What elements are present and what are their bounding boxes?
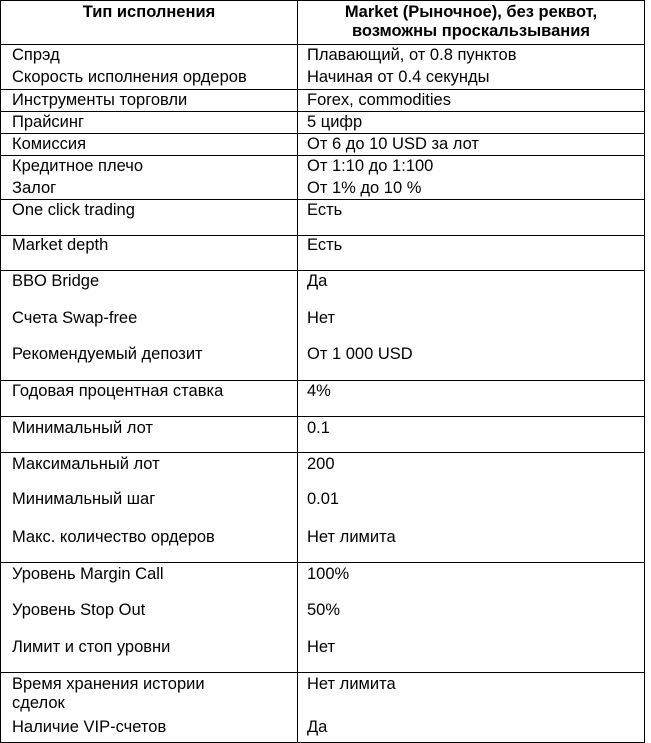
row-value: Да xyxy=(307,272,328,290)
row-value: Нет лимита xyxy=(307,528,396,546)
row-label: Уровень Stop Out xyxy=(12,601,146,619)
header-execution-line2: возможны проскальзывания xyxy=(351,22,591,40)
row-divider xyxy=(0,452,645,453)
row-value: От 1:10 до 1:100 xyxy=(307,157,434,175)
row-divider xyxy=(0,199,645,200)
row-divider xyxy=(0,0,645,1)
row-label: Максимальный лот xyxy=(12,455,160,473)
row-value: Есть xyxy=(307,201,343,219)
row-value: 0.1 xyxy=(307,419,330,437)
row-label: Прайсинг xyxy=(12,113,85,131)
row-label: Комиссия xyxy=(12,135,87,153)
row-value: Нет xyxy=(307,638,336,656)
row-value: Нет лимита xyxy=(307,675,396,693)
row-label: Кредитное плечо xyxy=(12,157,144,175)
row-label: Уровень Margin Call xyxy=(12,565,164,583)
header-execution-line1: Market (Рыночное), без реквот, xyxy=(344,3,598,21)
row-label: Счета Swap-free xyxy=(12,309,138,327)
row-value: Плавающий, от 0.8 пунктов xyxy=(307,46,517,64)
row-value: 4% xyxy=(307,382,331,400)
row-value: От 1% до 10 % xyxy=(307,179,422,197)
row-divider xyxy=(0,672,645,673)
row-label: Макс. количество ордеров xyxy=(12,528,215,546)
row-value: 5 цифр xyxy=(307,113,363,131)
row-value: 0.01 xyxy=(307,490,340,508)
row-label: Спрэд xyxy=(12,46,60,64)
row-label: One click trading xyxy=(12,201,135,219)
row-divider xyxy=(0,270,645,271)
row-label: Наличие VIP-счетов xyxy=(12,718,167,736)
row-value: 200 xyxy=(307,455,335,473)
row-label: BBO Bridge xyxy=(12,272,100,290)
row-label: Минимальный шаг xyxy=(12,490,156,508)
row-divider xyxy=(0,89,645,90)
row-value: 100% xyxy=(307,565,350,583)
row-divider xyxy=(0,155,645,156)
row-divider xyxy=(0,44,645,45)
row-label: Лимит и стоп уровни xyxy=(12,638,171,656)
row-divider xyxy=(0,562,645,563)
row-label: Рекомендуемый депозит xyxy=(12,345,203,363)
row-value: Да xyxy=(307,718,328,736)
row-divider xyxy=(0,416,645,417)
row-label: Залог xyxy=(12,179,57,197)
row-value: Forex, commodities xyxy=(307,91,451,109)
row-divider xyxy=(0,111,645,112)
row-label: Годовая процентная ставка xyxy=(12,382,224,400)
row-label: Market depth xyxy=(12,236,109,254)
row-value: Есть xyxy=(307,236,343,254)
header-type-label: Тип исполнения xyxy=(82,3,216,21)
row-value: Начиная от 0.4 секунды xyxy=(307,68,490,86)
row-value: Нет xyxy=(307,309,336,327)
row-label: Время хранения истории сделок xyxy=(12,675,205,712)
row-value: 50% xyxy=(307,601,341,619)
row-divider xyxy=(0,133,645,134)
row-label: Инструменты торговли xyxy=(12,91,188,109)
row-label: Скорость исполнения ордеров xyxy=(12,68,247,86)
row-value: От 6 до 10 USD за лот xyxy=(307,135,479,153)
row-divider xyxy=(0,380,645,381)
row-value: От 1 000 USD xyxy=(307,345,413,363)
row-label: Минимальный лот xyxy=(12,419,153,437)
